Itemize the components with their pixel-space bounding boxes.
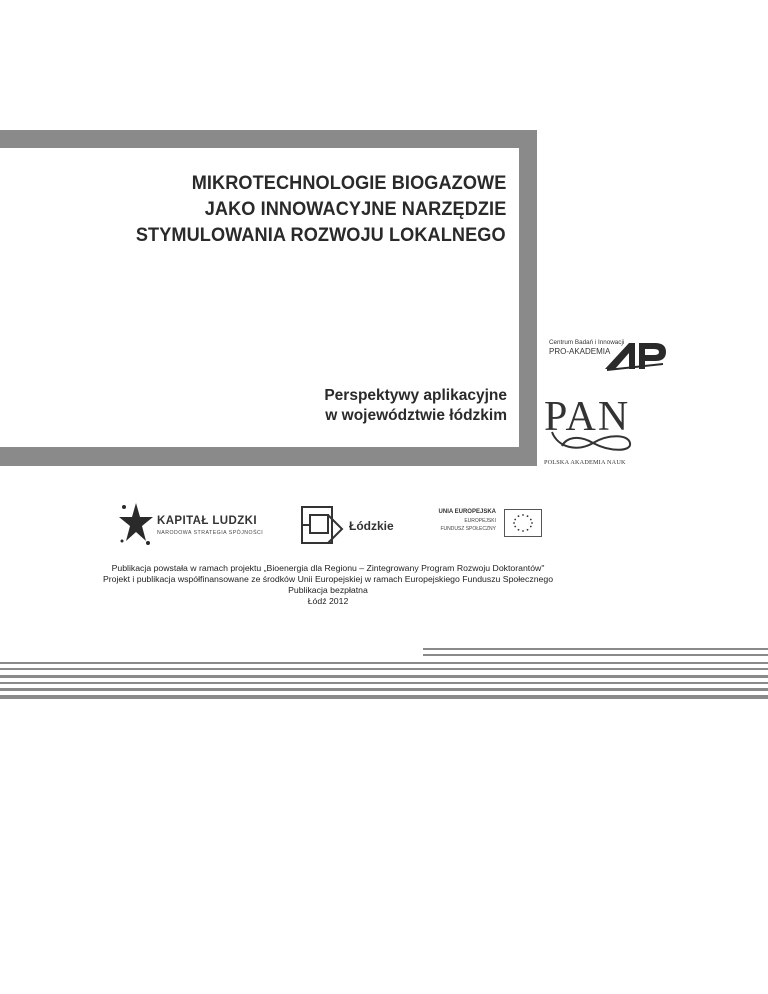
stripe — [0, 695, 768, 699]
kapital-ludzki-subtitle: NARODOWA STRATEGIA SPÓJNOŚCI — [157, 530, 264, 536]
eu-flag-icon — [504, 509, 542, 537]
stripe — [423, 648, 768, 650]
stripe — [0, 662, 768, 664]
eu-line2: EUROPEJSKI — [464, 518, 496, 524]
pan-logo — [544, 396, 644, 470]
subtitle-line-1: Perspektywy aplikacyjne — [324, 387, 507, 404]
stripe — [0, 675, 768, 678]
title-line-3: STYMULOWANIA ROZWOJU LOKALNEGO — [136, 224, 506, 246]
eu-line1: UNIA EUROPEJSKA — [438, 509, 496, 515]
pro-akademia-logo — [549, 339, 667, 371]
stripe — [0, 668, 768, 670]
title-line-2: JAKO INNOWACYJNE NARZĘDZIE — [204, 198, 506, 220]
lodzkie-logo — [300, 505, 400, 547]
pro-akademia-line1: Centrum Badań i Innowacji — [549, 339, 625, 346]
pan-letters: PAN — [544, 394, 631, 440]
info-line-3: Publikacja bezpłatna — [288, 585, 368, 595]
stripe — [423, 654, 768, 656]
info-line-1: Publikacja powstała w ramach projektu „Bioenergia dla Regionu – Zintegrowany Program Rozwoju Doktorantów" — [111, 563, 545, 573]
lodzkie-name: Łódzkie — [349, 519, 394, 533]
kapital-ludzki-title: KAPITAŁ LUDZKI — [157, 515, 257, 527]
title-line-1: MIKROTECHNOLOGIE BIOGAZOWE — [191, 172, 506, 194]
stripe — [0, 688, 768, 691]
lodzkie-mark-icon — [300, 505, 346, 547]
eu-logo — [432, 509, 542, 539]
kapital-ludzki-logo — [118, 501, 268, 549]
eu-line3: FUNDUSZ SPOŁECZNY — [440, 526, 496, 532]
stripe — [0, 682, 768, 684]
subtitle-line-2: w województwie łódzkim — [325, 407, 507, 424]
pan-infinity-icon — [548, 428, 638, 458]
pro-akademia-line2: PRO-AKADEMIA — [549, 347, 611, 356]
pro-akademia-mark-icon — [605, 341, 667, 371]
pan-caption: POLSKA AKADEMIA NAUK — [544, 459, 626, 466]
info-line-4: Łódź 2012 — [307, 596, 349, 606]
info-line-2: Projekt i publikacja współfinansowane ze środków Unii Europejskiej w ramach Europejskiego Funduszu Społecznego — [102, 574, 554, 584]
kapital-ludzki-star-icon — [118, 501, 154, 547]
